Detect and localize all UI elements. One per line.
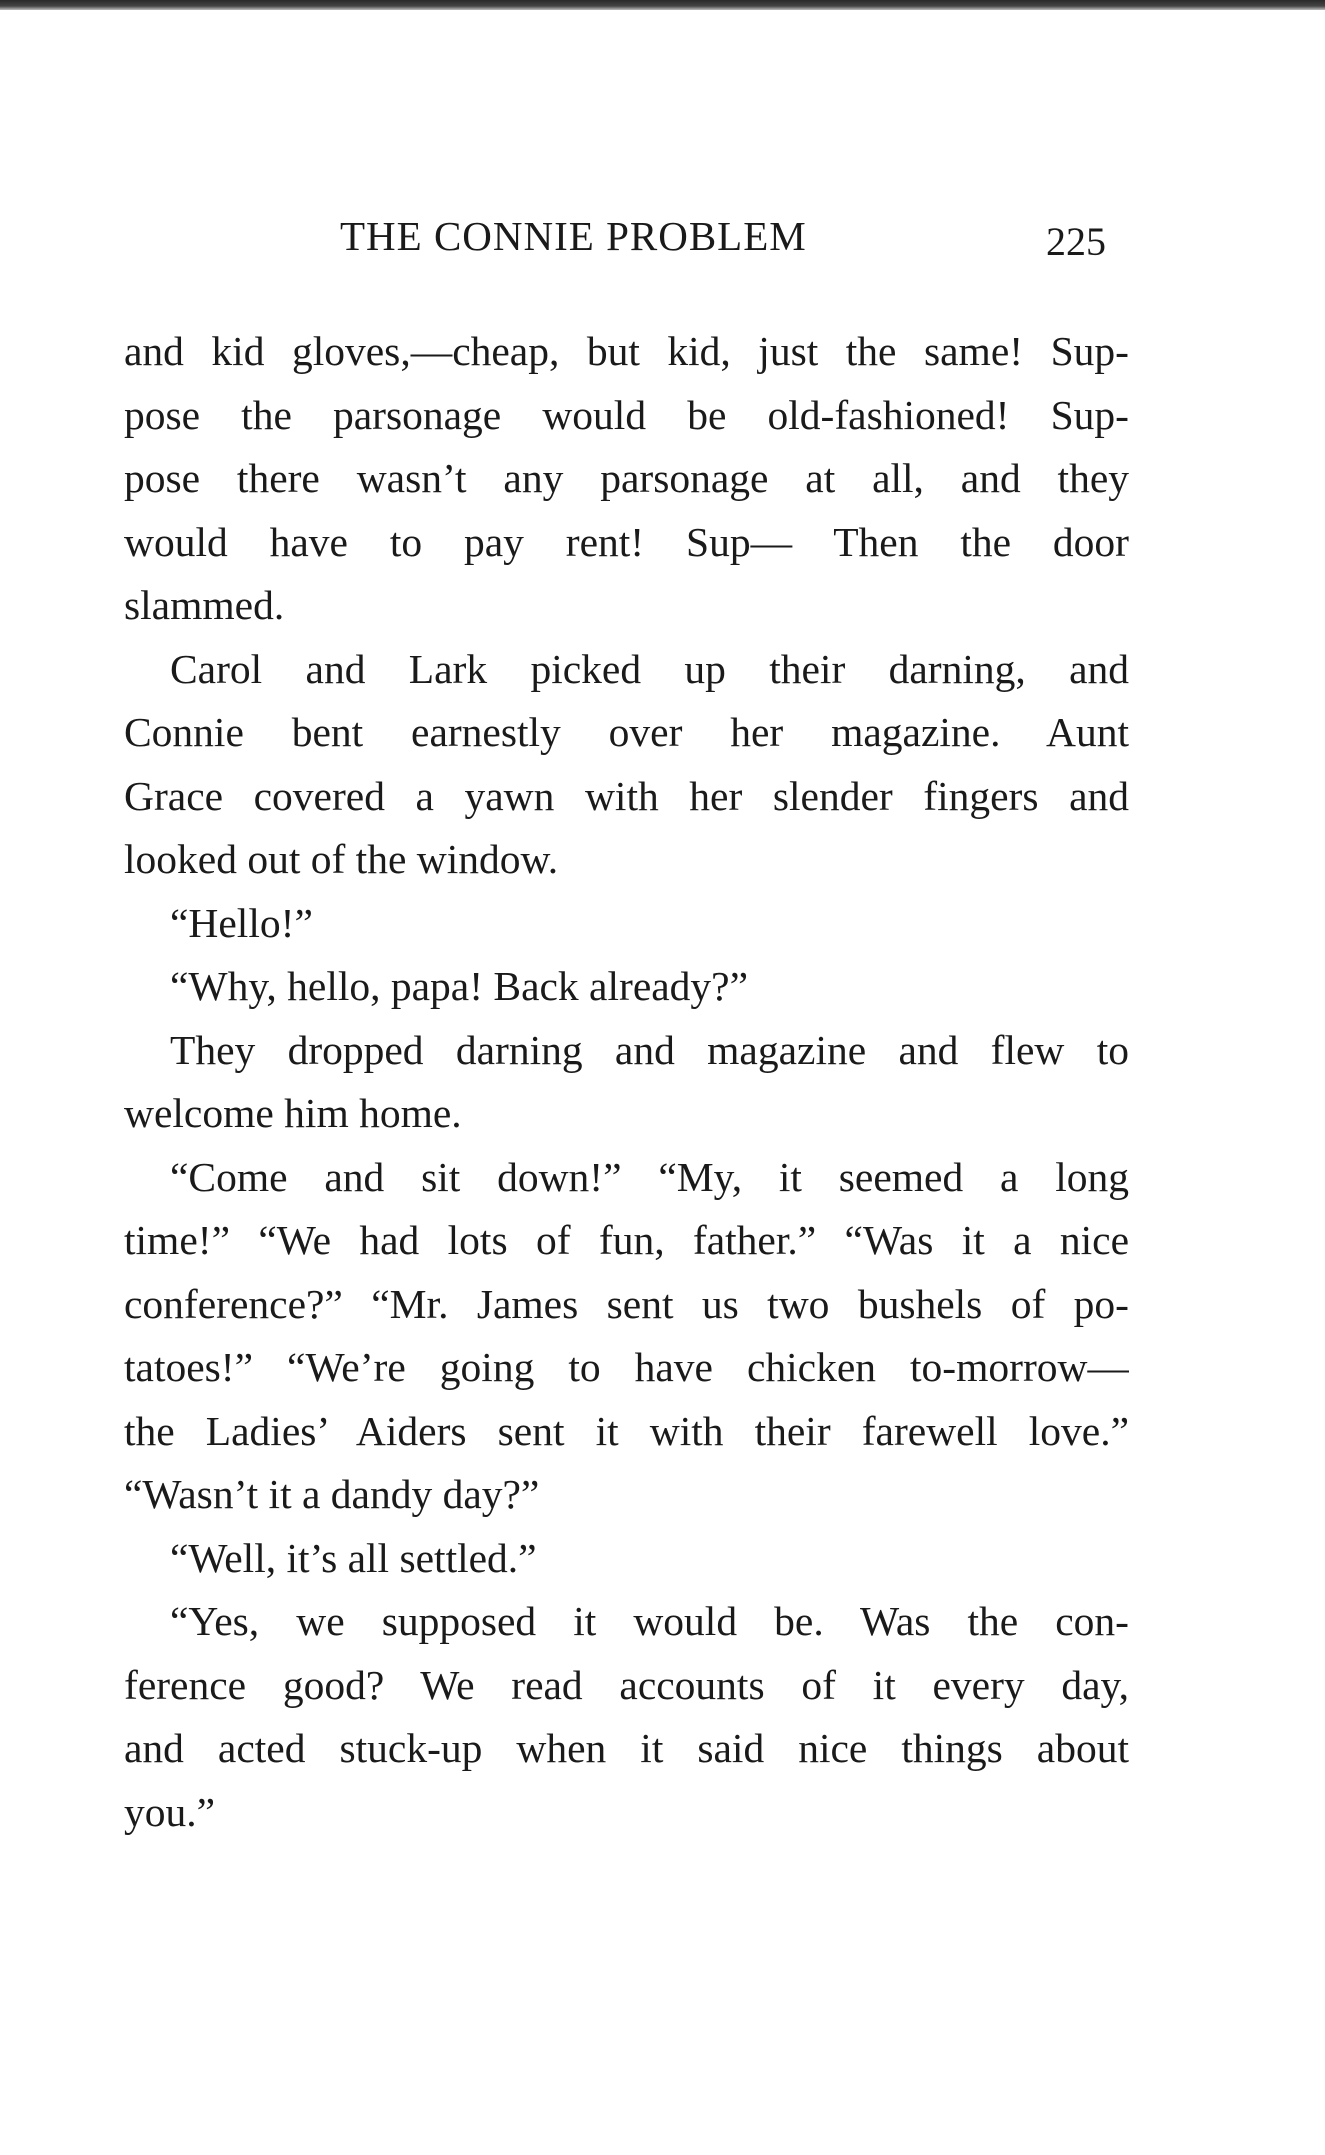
text-line: “Come and sit down!” “My, it seemed a long [170,1153,1129,1200]
text-line: welcome him home. [124,1090,462,1136]
text-line: “Hello!” [170,899,313,946]
text-line: pose the parsonage would be old-fashioned! Sup- [124,391,1129,438]
body-text [124,320,1129,1844]
page-number: 225 [1046,219,1106,264]
text-line: Connie bent earnestly over her magazine. Aunt [124,709,1129,755]
text-line: “Well, it’s all settled.” [170,1534,537,1581]
text-line: conference?” “Mr. James sent us two bushels of po- [124,1280,1129,1327]
text-line: and acted stuck-up when it said nice things about [124,1725,1129,1771]
text-line: tatoes!” “We’re going to have chicken to-morrow— [124,1344,1129,1390]
page-header [0,212,1325,272]
text-line: looked out of the window. [124,836,559,882]
text-line: slammed. [124,582,285,628]
text-line: and kid gloves,—cheap, but kid, just the same! Sup- [124,328,1129,374]
page-top-edge [0,0,1325,10]
text-line: “Wasn’t it a dandy day?” [124,1471,540,1517]
text-line: They dropped darning and magazine and flew to [170,1026,1129,1073]
text-line: “Why, hello, papa! Back already?” [170,963,749,1009]
text-line: you.” [124,1788,216,1835]
text-line: time!” “We had lots of fun, father.” “Was it a nice [124,1217,1129,1263]
text-line: ference good? We read accounts of it every day, [124,1661,1129,1708]
text-line: Carol and Lark picked up their darning, and [170,645,1129,692]
text-line: “Yes, we supposed it would be. Was the con- [170,1598,1129,1644]
running-title: THE CONNIE PROBLEM [340,213,807,259]
text-line: Grace covered a yawn with her slender fingers and [124,772,1129,819]
text-line: would have to pay rent! Sup— Then the door [124,518,1129,565]
text-line: the Ladies’ Aiders sent it with their farewell love.” [124,1407,1129,1454]
text-line: pose there wasn’t any parsonage at all, and they [124,455,1129,501]
